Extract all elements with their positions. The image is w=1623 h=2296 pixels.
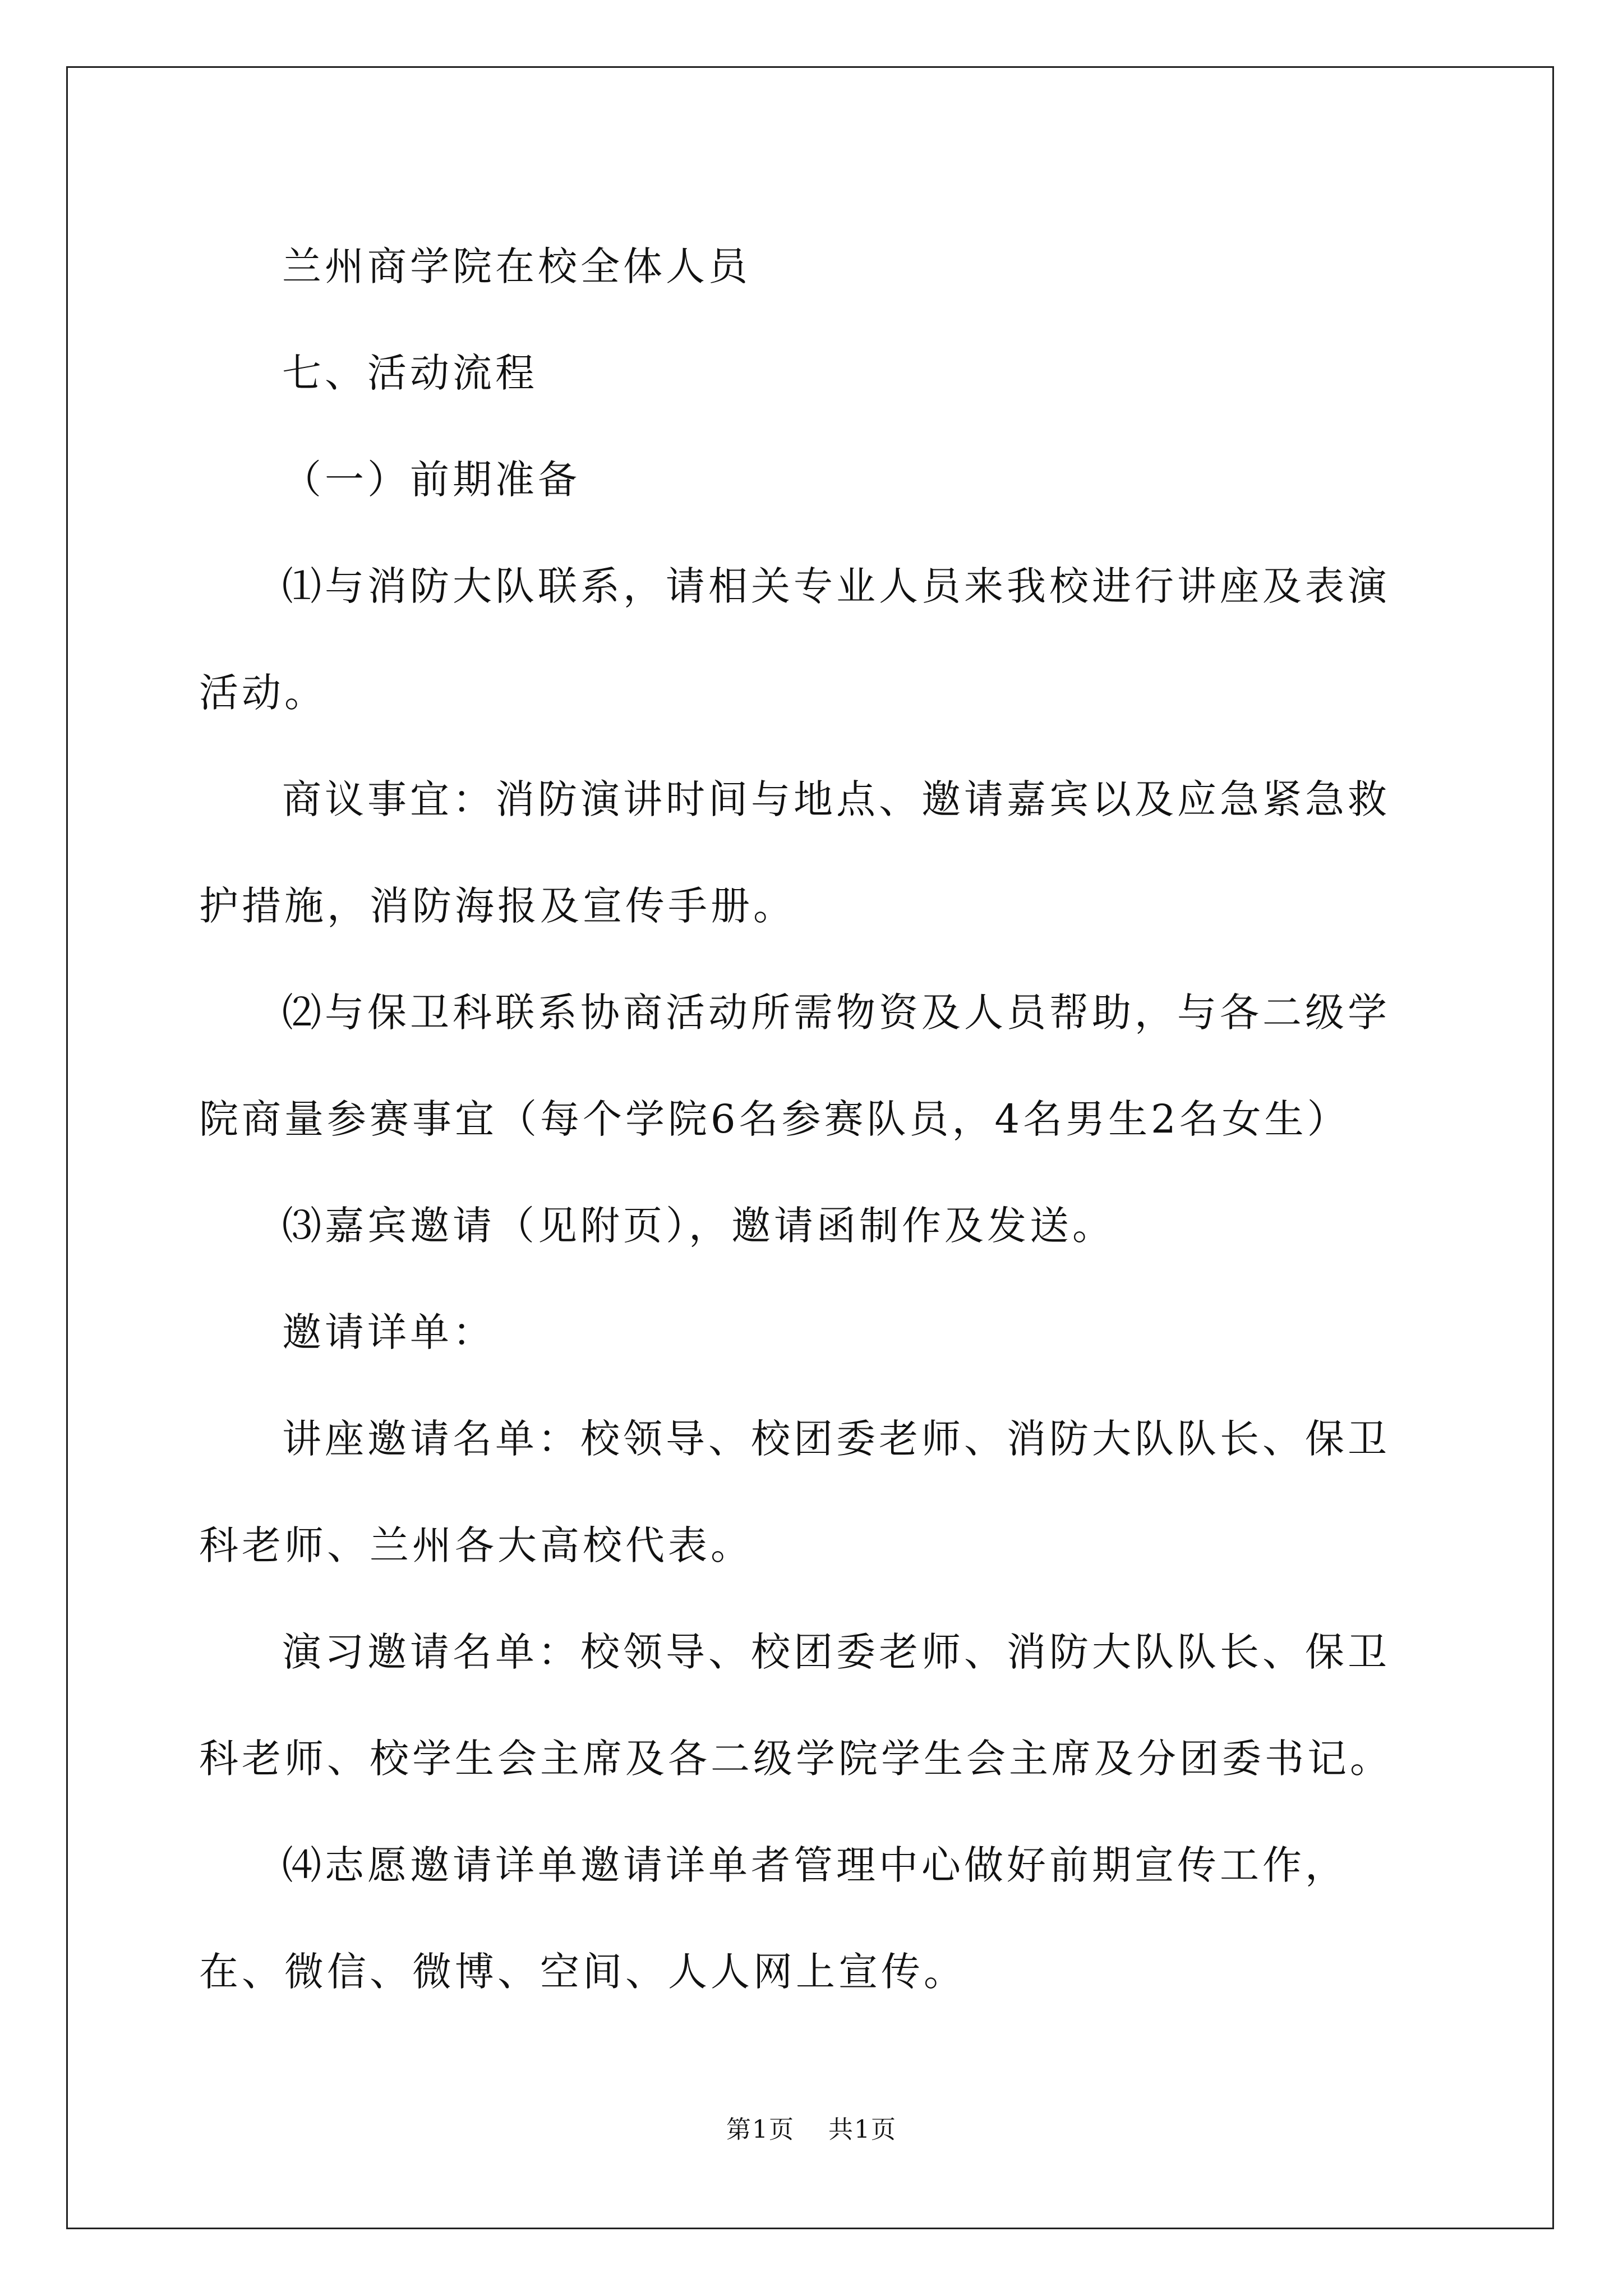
paragraph-invite-list-heading: 邀请详单： xyxy=(282,1309,495,1355)
paragraph-item-3: ⑶嘉宾邀请（见附页），邀请函制作及发送。 xyxy=(282,1203,1115,1249)
paragraph-item-1: ⑴与消防大队联系，请相关专业人员来我校进行讲座及表演活动。 xyxy=(199,563,1390,716)
subsection-heading-preparation: （一）前期准备 xyxy=(282,457,580,503)
page-number: 第1页 xyxy=(726,2115,795,2144)
paragraph-drill-invites: 演习邀请名单：校领导、校团委老师、消防大队队长、保卫科老师、校学生会主席及各二级学院学生会主席及分团委书记。 xyxy=(199,1629,1393,1782)
paragraph-item-4: ⑷志愿邀请详单邀请详单者管理中心做好前期宣传工作，在、微信、微博、空间、人人网上宣传。 xyxy=(199,1842,1348,1995)
document-body xyxy=(199,213,1424,2025)
section-heading-process: 七、活动流程 xyxy=(282,350,538,396)
page-total: 共1页 xyxy=(828,2115,897,2144)
paragraph-lecture-invites: 讲座邀请名单：校领导、校团委老师、消防大队队长、保卫科老师、兰州各大高校代表。 xyxy=(199,1416,1390,1568)
paragraph-participants: 兰州商学院在校全体人员 xyxy=(282,243,751,289)
paragraph-discussion: 商议事宜：消防演讲时间与地点、邀请嘉宾以及应急紧急救护措施，消防海报及宣传手册。 xyxy=(199,776,1390,929)
paragraph-item-2: ⑵与保卫科联系协商活动所需物资及人员帮助，与各二级学院商量参赛事宜（每个学院6名参赛队员，4名男生2名女生） xyxy=(199,990,1390,1142)
page-footer xyxy=(0,2109,1623,2145)
